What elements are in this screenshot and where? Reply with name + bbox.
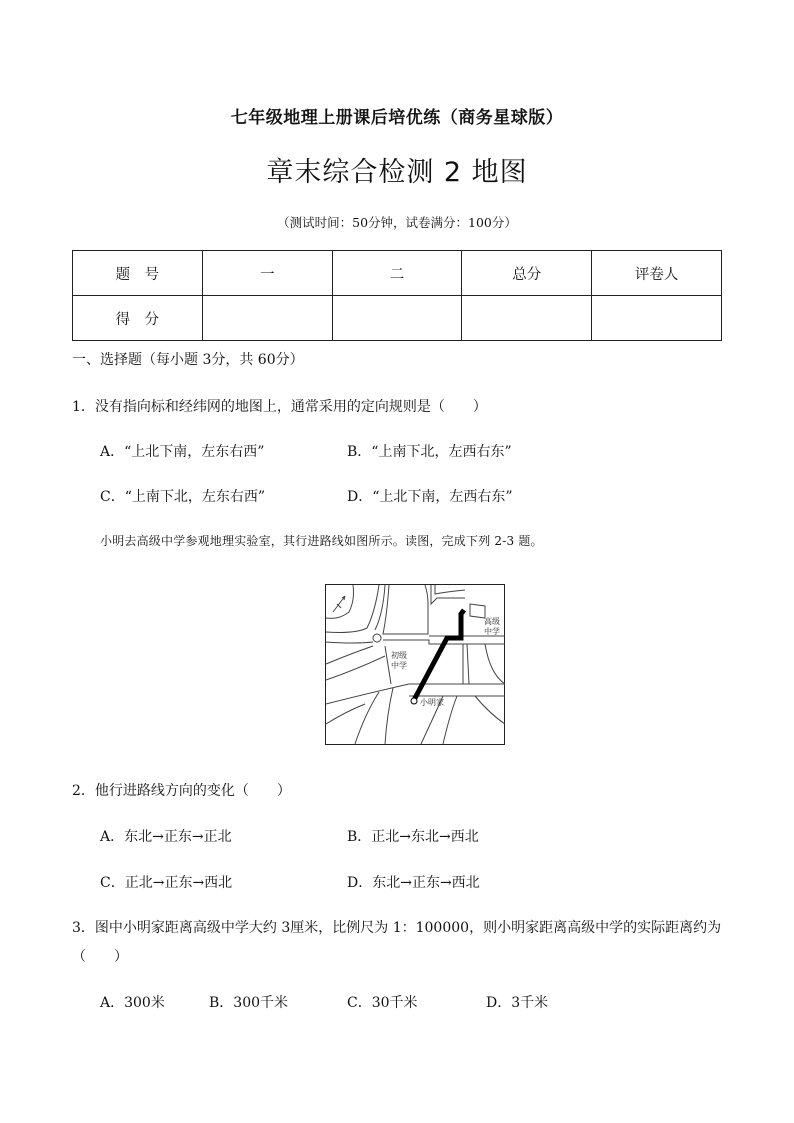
q3-stem-line2: （ ）: [72, 949, 128, 965]
q1-option-c: C．“上南下北，左东右西”: [100, 489, 266, 505]
q1-option-a: A．“上北下南，左东右西”: [100, 444, 265, 460]
q3-option-d: D．3千米: [486, 995, 549, 1011]
score-table-header-cell: 题 号: [73, 251, 203, 296]
score-table-header-cell: 一: [202, 251, 332, 296]
score-table-header-cell: 二: [332, 251, 462, 296]
q3-option-a: A．300米: [100, 995, 165, 1011]
test-info: （测试时间：50分钟，试卷满分：100分）: [277, 215, 517, 230]
score-cell-total[interactable]: [462, 296, 592, 341]
q1-option-b: B．“上南下北，左西右东”: [347, 444, 512, 460]
label-senior-school-line2: 中学: [484, 627, 500, 636]
q2-option-c: C．正北→正东→西北: [100, 875, 233, 891]
q3-option-b: B．300千米: [209, 995, 289, 1011]
intro-note: 小明去高级中学参观地理实验室，其行进路线如图所示。读图，完成下列 2-3 题。: [100, 534, 543, 548]
label-junior-school-line1: 初级: [391, 651, 407, 660]
score-table-score-row: [73, 296, 722, 341]
score-table-header-cell: 总分: [462, 251, 592, 296]
label-senior-school-line1: 高级: [484, 617, 500, 626]
route-map-figure: [325, 584, 505, 745]
score-cell-2[interactable]: [332, 296, 462, 341]
score-table: [72, 250, 722, 341]
section1-heading: 一、选择题（每小题 3分，共 60分）: [72, 352, 304, 368]
score-cell-1[interactable]: [202, 296, 332, 341]
label-home: 小明家: [420, 698, 444, 707]
q2-stem: 2．他行进路线方向的变化（ ）: [72, 783, 291, 799]
q1-stem: 1．没有指向标和经纬网的地图上，通常采用的定向规则是（ ）: [72, 399, 487, 415]
document-title: 章末综合检测 2 地图: [266, 157, 528, 188]
score-cell-grader[interactable]: [592, 296, 722, 341]
document-subtitle: 七年级地理上册课后培优练（商务星球版）: [230, 108, 564, 128]
q2-option-d: D．东北→正东→西北: [347, 875, 480, 891]
q3-stem-line1: 3．图中小明家距离高级中学大约 3厘米，比例尺为 1：100000，则小明家距离高级中学的实际距离约为: [72, 920, 722, 936]
q3-option-c: C．30千米: [347, 995, 418, 1011]
q2-option-a: A．东北→正东→正北: [100, 829, 232, 845]
score-table-header-cell: 评卷人: [592, 251, 722, 296]
score-table-header-row: [73, 251, 722, 296]
score-row-label: 得 分: [73, 296, 203, 341]
label-junior-school-line2: 中学: [391, 661, 407, 670]
q2-option-b: B．正北→东北→西北: [347, 829, 479, 845]
q1-option-d: D．“上北下南，左西右东”: [347, 489, 513, 505]
